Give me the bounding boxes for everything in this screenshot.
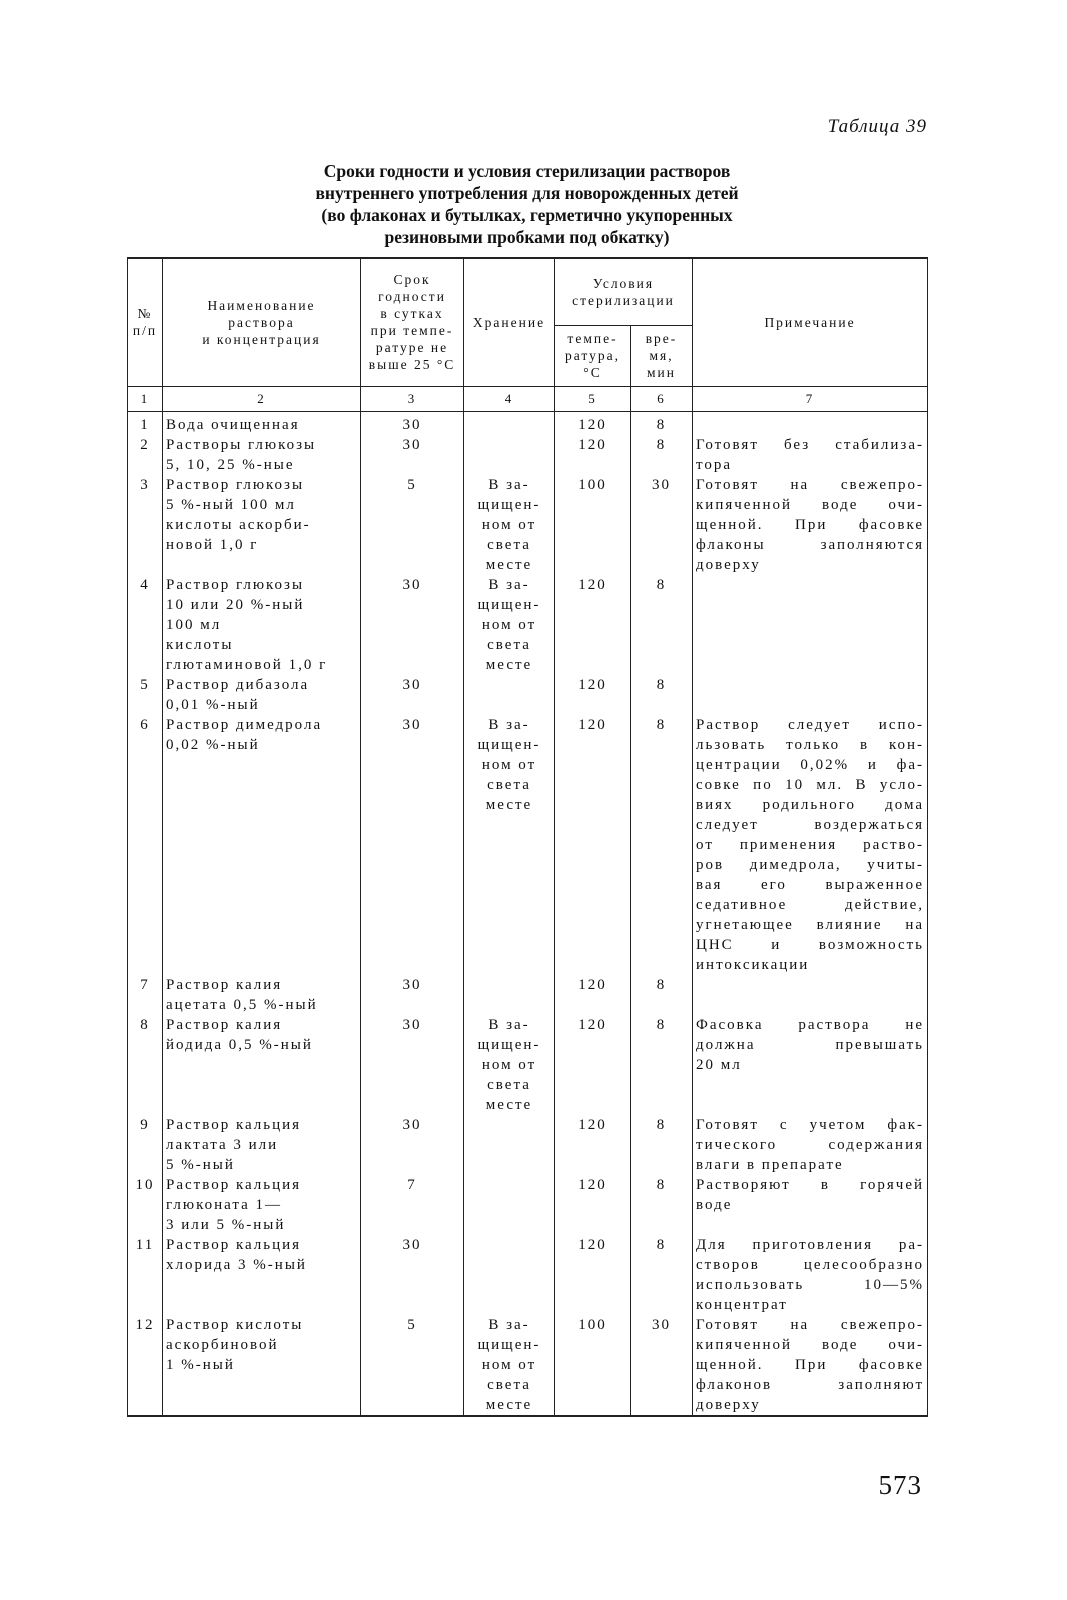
- cell-temperature: 120: [555, 435, 631, 475]
- cell-note: [693, 975, 928, 1015]
- cell-shelf-life: 30: [361, 675, 464, 715]
- cell-shelf-life: 30: [361, 1115, 464, 1175]
- cell-name: Раствор глюкозы 5 %-ный 100 мл кислоты аскорби- новой 1,0 г: [163, 475, 361, 575]
- page-number: 573: [878, 1470, 922, 1500]
- table-row: [128, 1235, 928, 1315]
- header-sterilization: Условия стерилизации: [555, 258, 693, 325]
- cell-time: 8: [631, 715, 693, 975]
- cell-shelf-life: 30: [361, 715, 464, 975]
- header-note: Примечание: [693, 258, 928, 386]
- cell-time: 30: [631, 1315, 693, 1416]
- cell-note: Растворяют в горячей воде: [693, 1175, 928, 1235]
- cell-storage: [464, 1175, 555, 1235]
- cell-name: Раствор кальция хлорида 3 %-ный: [163, 1235, 361, 1315]
- cell-time: 8: [631, 1015, 693, 1115]
- cell-num: 4: [128, 575, 163, 675]
- table-row: [128, 675, 928, 715]
- column-number: 4: [464, 386, 555, 411]
- cell-name: Раствор калия ацетата 0,5 %-ный: [163, 975, 361, 1015]
- cell-note: Готовят на свежепро- кипяченной воде очи- щенной. При фасовке флаконов заполняют доверху: [693, 1315, 928, 1416]
- column-number: 7: [693, 386, 928, 411]
- title-line: Сроки годности и условия стерилизации растворов: [323, 161, 731, 181]
- cell-name: Раствор димедрола 0,02 %-ный: [163, 715, 361, 975]
- header-time: вре- мя, мин: [631, 325, 693, 386]
- table-row: [128, 975, 928, 1015]
- cell-num: 10: [128, 1175, 163, 1235]
- title-line: резиновыми пробками под обкатку): [384, 227, 670, 247]
- table-row: [128, 575, 928, 675]
- header-temperature: темпе- ратура, °С: [555, 325, 631, 386]
- title-line: (во флаконах и бутылках, герметично укупоренных: [321, 205, 733, 225]
- cell-storage: [464, 675, 555, 715]
- cell-temperature: 120: [555, 1235, 631, 1315]
- cell-shelf-life: 30: [361, 411, 464, 435]
- cell-note: Для приготовления ра- створов целесообразно использовать 10—5% концентрат: [693, 1235, 928, 1315]
- cell-num: 5: [128, 675, 163, 715]
- table-row: [128, 435, 928, 475]
- table-row: [128, 1115, 928, 1175]
- cell-note: [693, 411, 928, 435]
- cell-storage: В за- щищен- ном от света месте: [464, 1015, 555, 1115]
- cell-name: Раствор калия йодида 0,5 %-ный: [163, 1015, 361, 1115]
- cell-storage: В за- щищен- ном от света месте: [464, 1315, 555, 1416]
- cell-note: [693, 675, 928, 715]
- cell-storage: [464, 975, 555, 1015]
- cell-storage: [464, 435, 555, 475]
- column-number-row: [128, 386, 928, 411]
- cell-name: Растворы глюкозы 5, 10, 25 %-ные: [163, 435, 361, 475]
- cell-shelf-life: 30: [361, 435, 464, 475]
- column-number: 6: [631, 386, 693, 411]
- cell-storage: В за- щищен- ном от света месте: [464, 575, 555, 675]
- table-label: Таблица 39: [827, 116, 927, 137]
- cell-time: 30: [631, 475, 693, 575]
- cell-temperature: 100: [555, 1315, 631, 1416]
- table-row: [128, 1315, 928, 1416]
- cell-num: 7: [128, 975, 163, 1015]
- cell-time: 8: [631, 411, 693, 435]
- cell-note: Готовят без стабилиза- тора: [693, 435, 928, 475]
- cell-time: 8: [631, 1235, 693, 1315]
- column-number: 5: [555, 386, 631, 411]
- cell-shelf-life: 30: [361, 575, 464, 675]
- cell-num: 2: [128, 435, 163, 475]
- cell-name: Раствор кальция лактата 3 или 5 %-ный: [163, 1115, 361, 1175]
- header-name: Наименование раствора и концентрация: [163, 258, 361, 386]
- cell-temperature: 120: [555, 975, 631, 1015]
- cell-name: Раствор глюкозы 10 или 20 %-ный 100 мл кислоты глютаминовой 1,0 г: [163, 575, 361, 675]
- cell-temperature: 120: [555, 1115, 631, 1175]
- cell-shelf-life: 5: [361, 1315, 464, 1416]
- cell-time: 8: [631, 675, 693, 715]
- table-title: [127, 160, 927, 248]
- cell-storage: В за- щищен- ном от света месте: [464, 715, 555, 975]
- cell-storage: В за- щищен- ном от света месте: [464, 475, 555, 575]
- table-row: [128, 1175, 928, 1235]
- cell-temperature: 120: [555, 675, 631, 715]
- column-number: 2: [163, 386, 361, 411]
- header-storage: Хранение: [464, 258, 555, 386]
- cell-storage: [464, 1115, 555, 1175]
- cell-note: Раствор следует испо- льзовать только в кон- центрации 0,02% и фа- совке по 10 мл. В усло- виях родильного дома следует воздержаться от применения раство- ров димедрола, учиты- вая его выраженное седативное действие, угнетающее влияние на ЦНС и возможность интоксикации: [693, 715, 928, 975]
- cell-temperature: 120: [555, 575, 631, 675]
- cell-note: Фасовка раствора не должна превышать 20 мл: [693, 1015, 928, 1115]
- table-row: [128, 475, 928, 575]
- table-row: [128, 715, 928, 975]
- cell-num: 12: [128, 1315, 163, 1416]
- sterilization-table: [127, 257, 928, 1417]
- title-line: внутреннего употребления для новорожденных детей: [315, 183, 739, 203]
- cell-storage: [464, 411, 555, 435]
- cell-note: Готовят на свежепро- кипяченной воде очи- щенной. При фасовке флаконы заполняются доверху: [693, 475, 928, 575]
- cell-time: 8: [631, 1115, 693, 1175]
- cell-num: 3: [128, 475, 163, 575]
- cell-storage: [464, 1235, 555, 1315]
- header-shelf-life: Срок годности в сутках при темпе- ратуре не выше 25 °С: [361, 258, 464, 386]
- column-number: 3: [361, 386, 464, 411]
- cell-shelf-life: 5: [361, 475, 464, 575]
- cell-num: 6: [128, 715, 163, 975]
- cell-name: Раствор дибазола 0,01 %-ный: [163, 675, 361, 715]
- cell-time: 8: [631, 575, 693, 675]
- cell-shelf-life: 7: [361, 1175, 464, 1235]
- cell-note: Готовят с учетом фак- тического содержания влаги в препарате: [693, 1115, 928, 1175]
- cell-temperature: 120: [555, 411, 631, 435]
- cell-note: [693, 575, 928, 675]
- column-number: 1: [128, 386, 163, 411]
- cell-num: 8: [128, 1015, 163, 1115]
- cell-shelf-life: 30: [361, 1015, 464, 1115]
- table-row: [128, 1015, 928, 1115]
- cell-name: Раствор кислоты аскорбиновой 1 %-ный: [163, 1315, 361, 1416]
- cell-shelf-life: 30: [361, 1235, 464, 1315]
- cell-name: Раствор кальция глюконата 1— 3 или 5 %-ный: [163, 1175, 361, 1235]
- cell-name: Вода очищенная: [163, 411, 361, 435]
- cell-time: 8: [631, 975, 693, 1015]
- cell-num: 9: [128, 1115, 163, 1175]
- cell-time: 8: [631, 1175, 693, 1235]
- cell-num: 11: [128, 1235, 163, 1315]
- cell-time: 8: [631, 435, 693, 475]
- cell-temperature: 100: [555, 475, 631, 575]
- cell-temperature: 120: [555, 1015, 631, 1115]
- cell-shelf-life: 30: [361, 975, 464, 1015]
- cell-num: 1: [128, 411, 163, 435]
- header-num: № п/п: [128, 258, 163, 386]
- cell-temperature: 120: [555, 1175, 631, 1235]
- table-row: [128, 411, 928, 435]
- cell-temperature: 120: [555, 715, 631, 975]
